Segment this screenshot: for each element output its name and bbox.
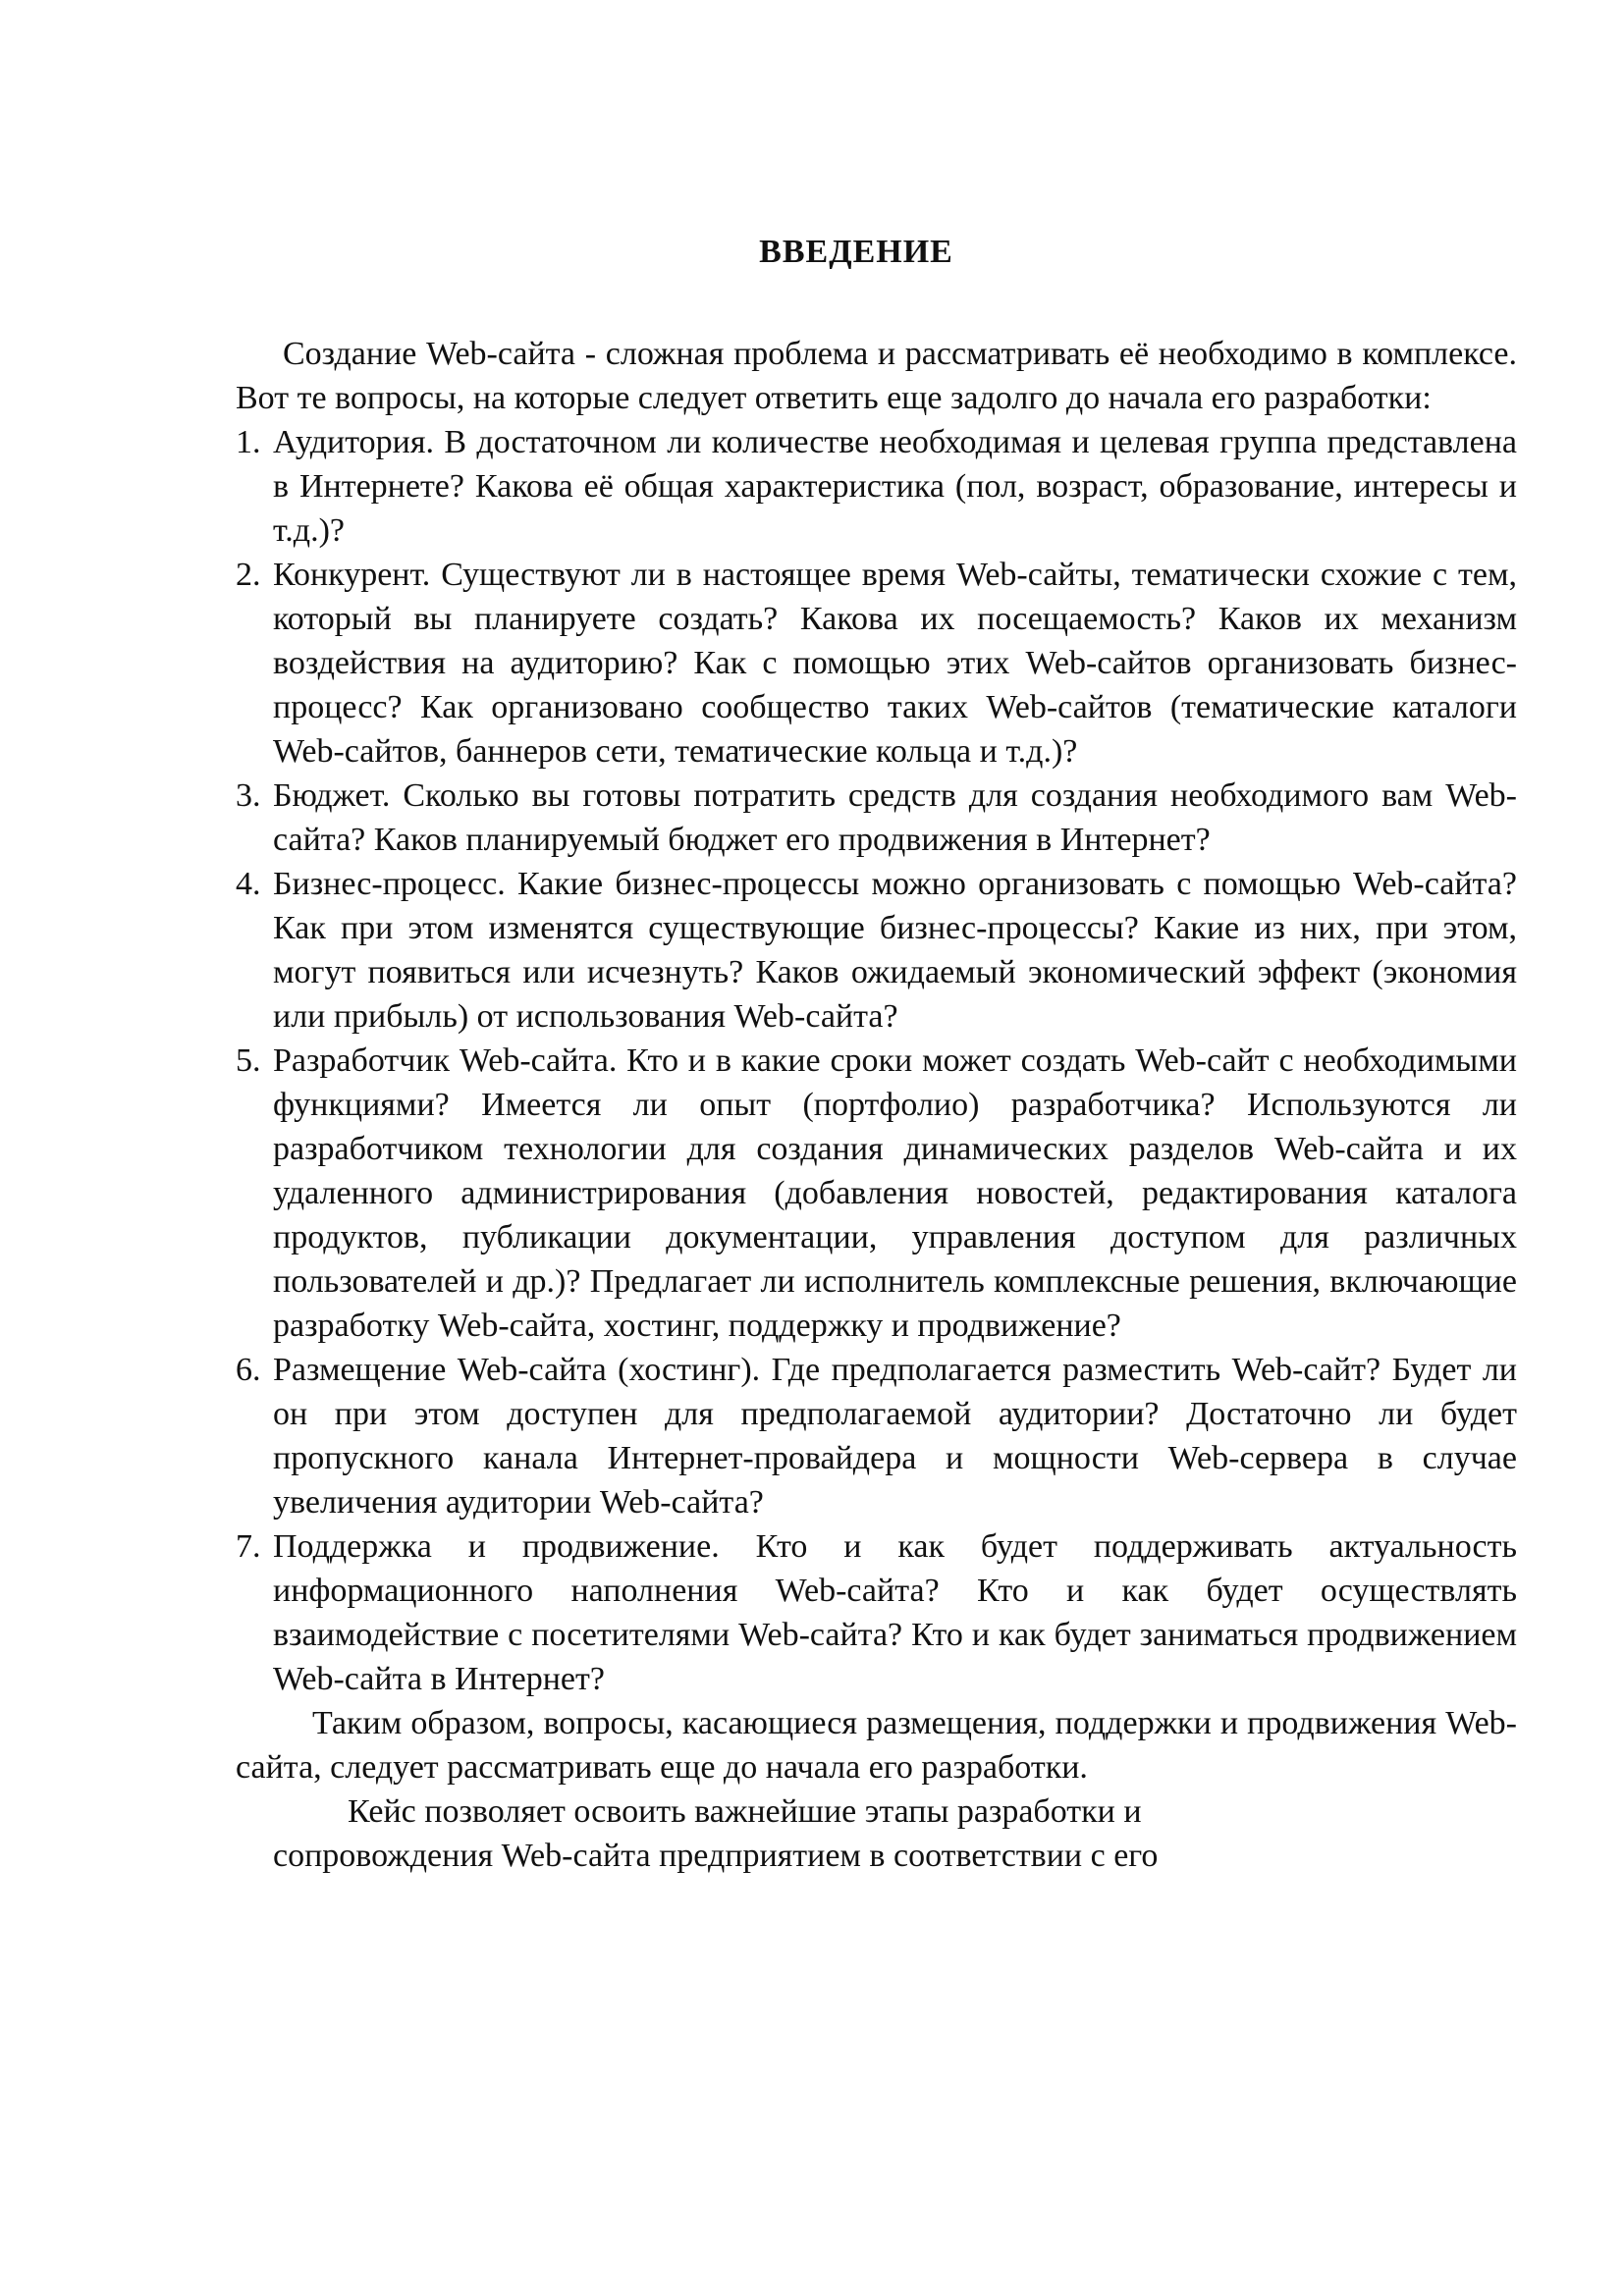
list-item-text: Разработчик Web-сайта. Кто и в какие сроки может создать Web-сайт с необходимыми функциями? Имеется ли опыт (портфолио) разработчика? Используются ли разработчиком технологии для создания динамических разделов Web-сайта и их удаленного администрирования (добавления новостей, редактирования каталога продуктов, публикации документации, управления доступом для различных пользователей и др.)? Предлагает ли исполнитель комплексные решения, включающие разработку Web-сайта, хостинг, поддержку и продвижение? — [273, 1042, 1517, 1344]
list-item-number: 1. — [236, 424, 261, 460]
list-item-text: Размещение Web-сайта (хостинг). Где предполагается разместить Web-сайт? Будет ли он при этом доступен для предполагаемой аудитории? Достаточно ли будет пропускного канала Интернет-провайдера и мощности Web-сервера в случае увеличения аудитории Web-сайта? — [273, 1352, 1517, 1521]
document-body — [236, 332, 1517, 1878]
list-item-number: 7. — [236, 1528, 261, 1565]
list-item-number: 5. — [236, 1042, 261, 1079]
list-item-number: 3. — [236, 777, 261, 814]
intro-paragraph: Создание Web-сайта - сложная проблема и рассматривать её необходимо в комплексе. Вот те вопросы, на которые следует ответить еще задолго до начала его разработки: — [236, 336, 1517, 416]
list-item-number: 4. — [236, 866, 261, 902]
list-item — [236, 1039, 1517, 1348]
list-item — [236, 862, 1517, 1039]
list-item — [236, 420, 1517, 553]
list-item-number: 2. — [236, 557, 261, 593]
list-item-text: Бюджет. Сколько вы готовы потратить средств для создания необходимого вам Web-сайта? Каков планируемый бюджет его продвижения в Интернет? — [273, 777, 1517, 858]
list-item — [236, 1524, 1517, 1701]
list-item — [236, 774, 1517, 862]
final-paragraph — [236, 1789, 1284, 1878]
list-item — [236, 1348, 1517, 1524]
list-item-text: Поддержка и продвижение. Кто и как будет поддерживать актуальность информационного наполнения Web-сайта? Кто и как будет осуществлять взаимодействие с посетителями Web-сайта? Кто и как будет заниматься продвижением Web-сайта в Интернет? — [273, 1528, 1517, 1697]
final-paragraph-line: сопровождения Web-сайта предприятием в соответствии с его — [273, 1838, 1159, 1874]
page-title: ВВЕДЕНИЕ — [759, 234, 953, 270]
list-item-text: Конкурент. Существуют ли в настоящее время Web-сайты, тематически схожие с тем, который вы планируете создать? Какова их посещаемость? Каков их механизм воздействия на аудиторию? Как с помощью этих Web-сайтов организовать бизнес-процесс? Как организовано сообщество таких Web-сайтов (тематические каталоги Web-сайтов, баннеров сети, тематические кольца и т.д.)? — [273, 557, 1517, 770]
list-item-text: Аудитория. В достаточном ли количестве необходимая и целевая группа представлена в Интернете? Какова её общая характеристика (пол, возраст, образование, интересы и т.д.)? — [273, 424, 1517, 549]
list-item — [236, 553, 1517, 774]
questions-list — [236, 420, 1517, 1701]
list-item-number: 6. — [236, 1352, 261, 1388]
final-paragraph-line: Кейс позволяет освоить важнейшие этапы разработки и — [348, 1793, 1142, 1830]
conclusion-paragraph: Таким образом, вопросы, касающиеся размещения, поддержки и продвижения Web-сайта, следует рассматривать еще до начала его разработки. — [236, 1705, 1517, 1786]
list-item-text: Бизнес-процесс. Какие бизнес-процессы можно организовать с помощью Web-сайта? Как при этом изменятся существующие бизнес-процессы? Какие из них, при этом, могут появиться или исчезнуть? Каков ожидаемый экономический эффект (экономия или прибыль) от использования Web-сайта? — [273, 866, 1517, 1035]
